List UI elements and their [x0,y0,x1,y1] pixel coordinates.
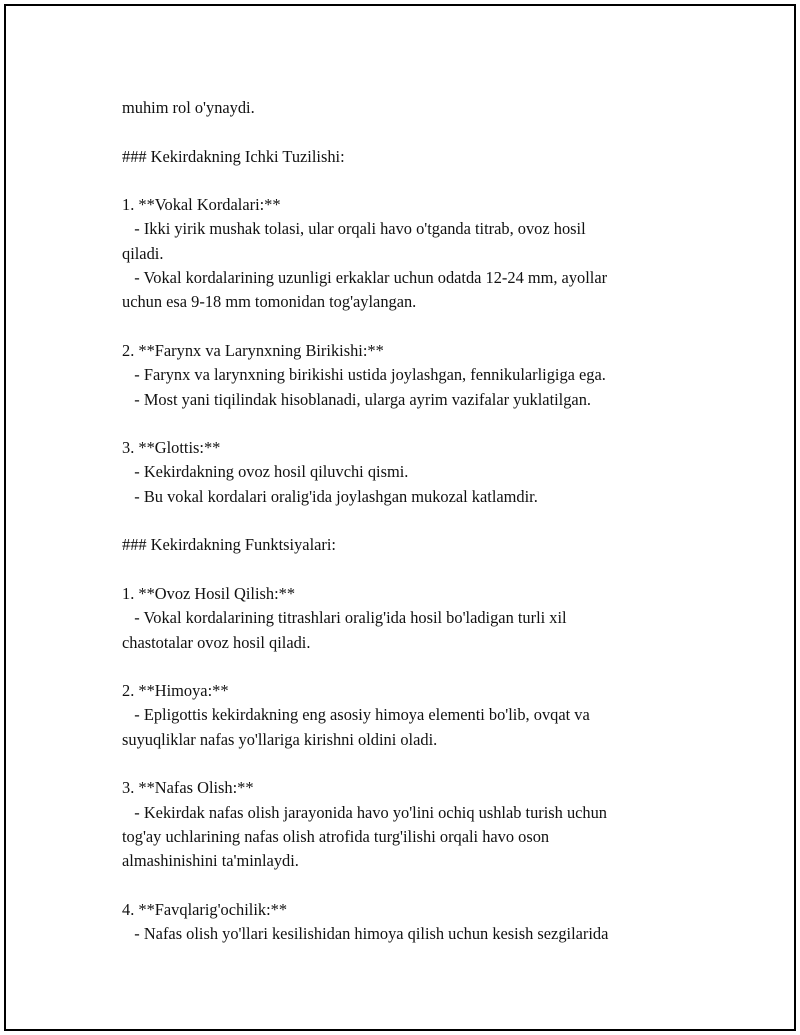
text-block [122,679,682,752]
text-line: 4. **Favqlarig'ochilik:** [122,899,288,919]
text-line: 3. **Glottis:** [122,438,221,458]
text-line: - Ikki yirik mushak tolasi, ular orqali havo o'tganda titrab, ovoz hosil [122,219,586,239]
text-block [122,193,682,314]
text-line: 2. **Himoya:** [122,681,229,701]
text-line: almashinishini ta'minlaydi. [122,851,299,871]
document-body [122,96,682,946]
text-line: - Nafas olish yo'llari kesilishidan himoya qilish uchun kesish sezgilarida [122,924,609,944]
text-line: - Kekirdakning ovoz hosil qiluvchi qismi. [122,462,409,482]
text-block [122,436,682,509]
text-line: - Vokal kordalarining titrashlari oralig'ida hosil bo'ladigan turli xil [122,608,567,628]
paragraph-gap [122,655,682,679]
text-line: suyuqliklar nafas yo'llariga kirishni oldini oladi. [122,729,438,749]
paragraph-gap [122,315,682,339]
text-block [122,582,682,655]
text-line: - Most yani tiqilindak hisoblanadi, ularga ayrim vazifalar yuklatilgan. [122,389,591,409]
text-line: qiladi. [122,243,164,263]
text-line: - Epligottis kekirdakning eng asosiy himoya elementi bo'lib, ovqat va [122,705,590,725]
text-line: 1. **Vokal Kordalari:** [122,195,281,215]
text-line: - Kekirdak nafas olish jarayonida havo yo'lini ochiq ushlab turish uchun [122,802,608,822]
paragraph-gap [122,509,682,533]
paragraph-gap [122,558,682,582]
text-line: 1. **Ovoz Hosil Qilish:** [122,583,296,603]
paragraph-gap [122,412,682,436]
text-line: - Bu vokal kordalari oralig'ida joylashgan mukozal katlamdir. [122,486,538,506]
text-line: ### Kekirdakning Funktsiyalari: [122,535,336,555]
text-line: chastotalar ovoz hosil qiladi. [122,632,311,652]
text-block [122,533,682,557]
text-line: muhim rol o'ynaydi. [122,98,255,117]
paragraph-gap [122,874,682,898]
text-line: uchun esa 9-18 mm tomonidan tog'aylangan. [122,292,417,312]
text-line: 3. **Nafas Olish:** [122,778,254,798]
paragraph-gap [122,752,682,776]
page-frame [4,4,796,1031]
text-line: - Farynx va larynxning birikishi ustida joylashgan, fennikularligiga ega. [122,365,606,385]
text-block [122,96,682,120]
paragraph-gap [122,169,682,193]
text-block [122,898,682,947]
text-block [122,339,682,412]
text-line: - Vokal kordalarining uzunligi erkaklar uchun odatda 12-24 mm, ayollar [122,268,608,288]
text-block [122,145,682,169]
paragraph-gap [122,120,682,144]
text-line: 2. **Farynx va Larynxning Birikishi:** [122,340,384,360]
text-line: tog'ay uchlarining nafas olish atrofida turg'ilishi orqali havo oson [122,826,550,846]
text-line: ### Kekirdakning Ichki Tuzilishi: [122,146,345,166]
text-block [122,776,682,873]
